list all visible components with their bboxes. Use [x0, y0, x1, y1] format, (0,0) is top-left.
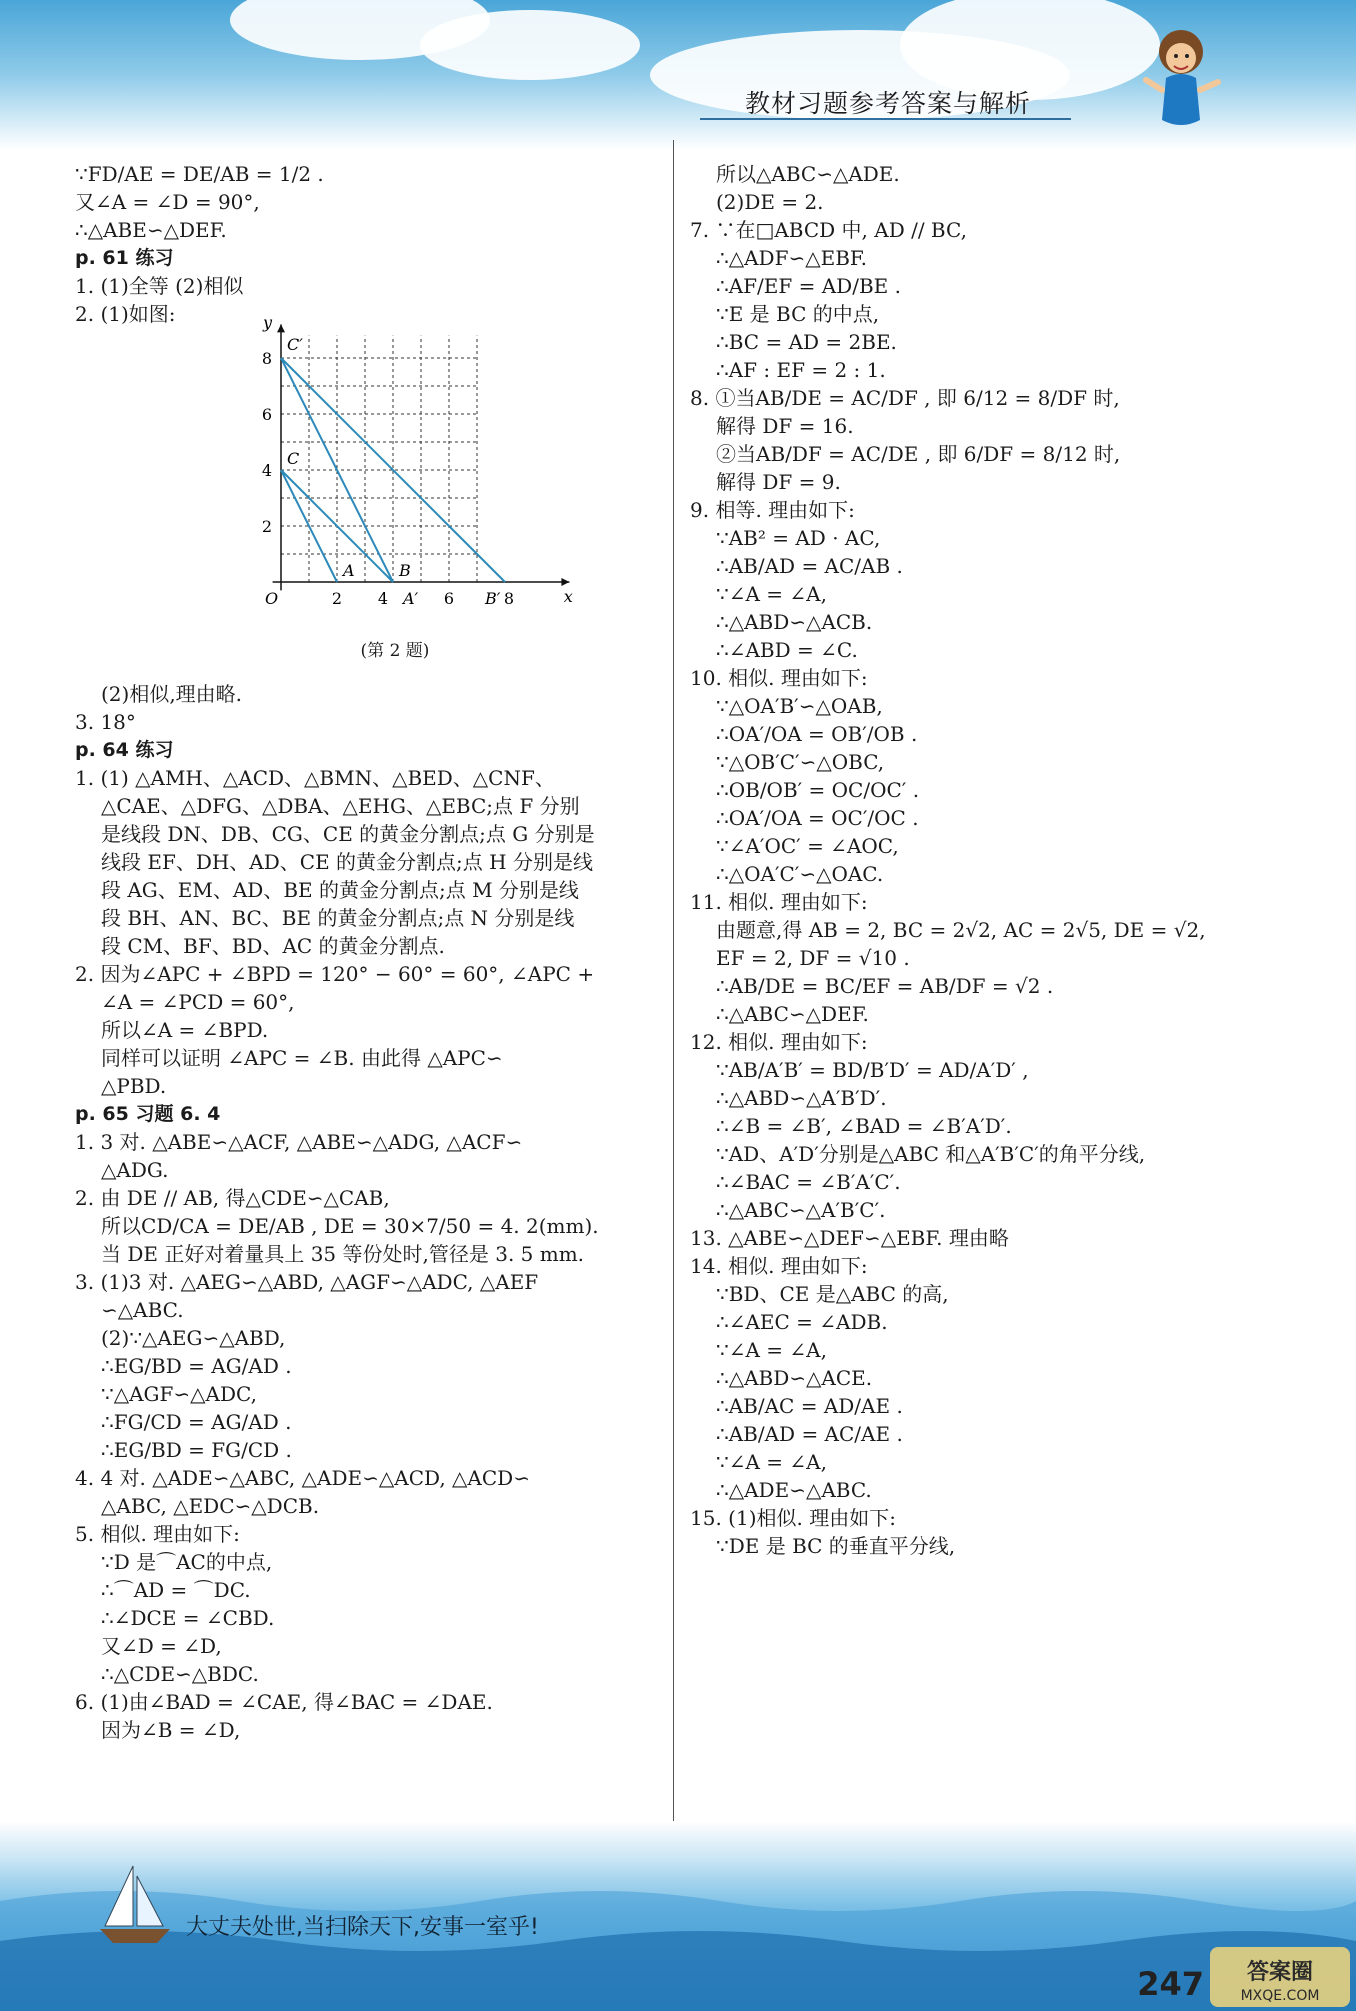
y-tick-label: 4	[261, 461, 273, 480]
header-rule	[700, 118, 1071, 120]
answer-line: ∵FD/AE = DE/AB = 1/2 .	[75, 162, 324, 186]
answer-line: ∵BD、CE 是△ABC 的高,	[716, 1282, 949, 1306]
answer-line: ∵AD、A′D′分别是△ABC 和△A′B′C′的角平分线,	[716, 1142, 1146, 1166]
answer-line: 当 DE 正好对着量具上 35 等份处时,管径是 3. 5 mm.	[101, 1242, 585, 1266]
page-number: 247	[1137, 1965, 1204, 2003]
answer-line: 所以△ABC∽△ADE.	[716, 162, 900, 186]
point-label: A′	[403, 589, 419, 608]
answer-line: 6. (1)由∠BAD = ∠CAE, 得∠BAC = ∠DAE.	[75, 1690, 493, 1714]
answer-line: ∴∠BAC = ∠B′A′C′.	[716, 1170, 901, 1194]
answer-line: ∴EG/BD = FG/CD .	[101, 1438, 292, 1462]
answer-line: (2)DE = 2.	[716, 190, 824, 214]
answer-line: ∴⌒AD = ⌒DC.	[101, 1578, 251, 1602]
answer-line: ∴△ADF∽△EBF.	[716, 246, 868, 270]
answer-line: ∴△ABD∽△ACE.	[716, 1366, 873, 1390]
y-axis-label: y	[263, 313, 273, 332]
answer-line: ∵∠A = ∠A,	[716, 1338, 827, 1362]
answer-line: ∵∠A = ∠A,	[716, 1450, 827, 1474]
answer-line: 14. 相似. 理由如下:	[690, 1254, 868, 1278]
svg-text:答案圈: 答案圈	[1246, 1960, 1314, 1985]
answer-line: 段 CM、BF、BD、AC 的黄金分割点.	[101, 934, 445, 958]
answer-line: 3. 18°	[75, 710, 136, 734]
point-label: A	[343, 561, 355, 580]
page-footer	[0, 1821, 1356, 2011]
x-tick-label: 2	[331, 589, 343, 608]
x-axis-arrow	[561, 578, 569, 586]
answer-line: 7. ∵在□ABCD 中, AD // BC,	[690, 218, 967, 242]
page-header	[0, 0, 1356, 150]
answer-line: ∴△ABD∽△ACB.	[716, 610, 873, 634]
answer-line: ∵AB² = AD · AC,	[716, 526, 881, 550]
point-label: B′	[485, 589, 501, 608]
sailboat-icon	[95, 1861, 175, 1951]
answer-line: ∵△OA′B′∽△OAB,	[716, 694, 883, 718]
answer-line: ∴EG/BD = AG/AD .	[101, 1354, 292, 1378]
answer-line: △ADG.	[101, 1158, 169, 1182]
triangle-side	[281, 470, 393, 582]
answer-line: 2. 由 DE // AB, 得△CDE∽△CAB,	[75, 1186, 390, 1210]
answer-line: 所以∠A = ∠BPD.	[101, 1018, 269, 1042]
answer-line: ∴AB/DE = BC/EF = AB/DF = √2 .	[716, 974, 1054, 998]
answer-line: ∴△ABE∽△DEF.	[75, 218, 227, 242]
answer-line: 2. 因为∠APC + ∠BPD = 120° − 60° = 60°, ∠APC +	[75, 962, 595, 986]
answer-line: 1. (1) △AMH、△ACD、△BMN、△BED、△CNF、	[75, 766, 555, 790]
answer-line: 13. △ABE∽△DEF∽△EBF. 理由略	[690, 1226, 1009, 1250]
answer-line: ∴∠DCE = ∠CBD.	[101, 1606, 275, 1630]
answer-line: 又∠D = ∠D,	[101, 1634, 222, 1658]
header-title: 教材习题参考答案与解析	[744, 89, 1031, 118]
answer-line: ∴AF/EF = AD/BE .	[716, 274, 901, 298]
footer-motto: 大丈夫处世,当扫除天下,安事一室乎!	[186, 1915, 539, 1940]
answer-line: ∵E 是 BC 的中点,	[716, 302, 880, 326]
answer-line: △ABC, △EDC∽△DCB.	[101, 1494, 320, 1518]
triangle-side	[281, 358, 505, 582]
x-tick-label: 4	[377, 589, 389, 608]
answer-line: 10. 相似. 理由如下:	[690, 666, 868, 690]
triangle-side	[281, 358, 393, 582]
answer-line: ∴AB/AD = AC/AE .	[716, 1422, 903, 1446]
answer-line: 12. 相似. 理由如下:	[690, 1030, 868, 1054]
x-tick-label: 8	[503, 589, 515, 608]
answer-line: 3. (1)3 对. △AEG∽△ABD, △AGF∽△ADC, △AEF	[75, 1270, 539, 1294]
right-column	[690, 160, 1290, 1560]
answer-line: 因为∠B = ∠D,	[101, 1718, 241, 1742]
answer-line: ∵AB/A′B′ = BD/B′D′ = AD/A′D′ ,	[716, 1058, 1029, 1082]
answer-line: ∴∠B = ∠B′, ∠BAD = ∠B′A′D′.	[716, 1114, 1012, 1138]
answer-line: (2)相似,理由略.	[101, 682, 243, 706]
answer-line: 是线段 DN、DB、CG、CE 的黄金分割点;点 G 分别是	[101, 822, 595, 846]
watermark-logo	[1210, 1947, 1350, 2007]
answer-line: ∵∠A = ∠A,	[716, 582, 827, 606]
answer-line: ∴AB/AD = AC/AB .	[716, 554, 903, 578]
answer-line: ∴AB/AC = AD/AE .	[716, 1394, 903, 1418]
answer-line: 所以CD/CA = DE/AB , DE = 30×7/50 = 4. 2(mm).	[101, 1214, 599, 1238]
answer-line: 2. (1)如图:	[75, 302, 176, 326]
answer-line: ∽△ABC.	[101, 1298, 184, 1322]
answer-line: 4. 4 对. △ADE∽△ABC, △ADE∽△ACD, △ACD∽	[75, 1466, 530, 1490]
section-heading: p. 65 习题 6. 4	[75, 1103, 221, 1125]
cloud-shape	[420, 10, 640, 80]
answer-line: 1. (1)全等 (2)相似	[75, 274, 244, 298]
answer-line: ∴OA′/OA = OC′/OC .	[716, 806, 919, 830]
answer-line: 同样可以证明 ∠APC = ∠B. 由此得 △APC∽	[101, 1046, 503, 1070]
answer-line: △CAE、△DFG、△DBA、△EHG、△EBC;点 F 分别	[101, 794, 580, 818]
answer-line: ∴OB/OB′ = OC/OC′ .	[716, 778, 920, 802]
left-column	[75, 160, 675, 1744]
answer-line: ∵D 是⌒AC的中点,	[101, 1550, 273, 1574]
answer-line: (2)∵△AEG∽△ABD,	[101, 1326, 286, 1350]
answer-line: 15. (1)相似. 理由如下:	[690, 1506, 896, 1530]
answer-line: ∴△ABC∽△A′B′C′.	[716, 1198, 886, 1222]
section-heading: p. 64 练习	[75, 739, 174, 761]
answer-line: 又∠A = ∠D = 90°,	[75, 190, 260, 214]
answer-line: 解得 DF = 16.	[716, 414, 854, 438]
answer-line: ∴△CDE∽△BDC.	[101, 1662, 259, 1686]
y-tick-label: 8	[261, 349, 273, 368]
answer-line: ∵△AGF∽△ADC,	[101, 1382, 257, 1406]
answer-line: △PBD.	[101, 1074, 167, 1098]
answer-line: ∠A = ∠PCD = 60°,	[101, 990, 295, 1014]
answer-line: 8. ①当AB/DE = AC/DF , 即 6/12 = 8/DF 时,	[690, 386, 1120, 410]
coordinate-figure	[225, 313, 573, 622]
y-tick-label: 2	[261, 517, 273, 536]
x-tick-label: 6	[443, 589, 455, 608]
answer-line: 由题意,得 AB = 2, BC = 2√2, AC = 2√5, DE = √2,	[716, 918, 1206, 942]
answer-line: ∴OA′/OA = OB′/OB .	[716, 722, 918, 746]
cartoon-girl-icon	[1136, 20, 1226, 140]
answer-line: ∴BC = AD = 2BE.	[716, 330, 897, 354]
point-label: B	[399, 561, 411, 580]
section-heading: p. 61 练习	[75, 247, 174, 269]
point-label: C	[287, 449, 300, 468]
answer-line: 9. 相等. 理由如下:	[690, 498, 855, 522]
point-label: C′	[287, 335, 303, 354]
answer-line: ∵∠A′OC′ = ∠AOC,	[716, 834, 899, 858]
answer-line: 5. 相似. 理由如下:	[75, 1522, 240, 1546]
y-tick-label: 6	[261, 405, 273, 424]
answer-line: ∴AF : EF = 2 : 1.	[716, 358, 886, 382]
answer-line: ②当AB/DF = AC/DE , 即 6/DF = 8/12 时,	[716, 442, 1121, 466]
answer-line: 解得 DF = 9.	[716, 470, 841, 494]
answer-line: ∵△OB′C′∽△OBC,	[716, 750, 885, 774]
answer-line: ∴∠ABD = ∠C.	[716, 638, 858, 662]
svg-text:MXQE.COM: MXQE.COM	[1240, 1988, 1320, 2004]
answer-line: EF = 2, DF = √10 .	[716, 946, 910, 970]
answer-line: ∴∠AEC = ∠ADB.	[716, 1310, 888, 1334]
answer-line: ∴△ABD∽△A′B′D′.	[716, 1086, 887, 1110]
answer-line: 11. 相似. 理由如下:	[690, 890, 868, 914]
figure-caption: (第 2 题)	[360, 641, 430, 661]
answer-line: 段 BH、AN、BC、BE 的黄金分割点;点 N 分别是线	[101, 906, 575, 930]
answer-line: ∴△ADE∽△ABC.	[716, 1478, 872, 1502]
answer-line: ∴FG/CD = AG/AD .	[101, 1410, 292, 1434]
answer-line: ∴△OA′C′∽△OAC.	[716, 862, 884, 886]
origin-label: O	[265, 589, 279, 608]
answer-line: 线段 EF、DH、AD、CE 的黄金分割点;点 H 分别是线	[101, 850, 593, 874]
answer-line: ∵DE 是 BC 的垂直平分线,	[716, 1534, 956, 1558]
answer-line: 段 AG、EM、AD、BE 的黄金分割点;点 M 分别是线	[101, 878, 579, 902]
answer-line: ∴△ABC∽△DEF.	[716, 1002, 869, 1026]
answer-line: 1. 3 对. △ABE∽△ACF, △ABE∽△ADG, △ACF∽	[75, 1130, 523, 1154]
x-axis-label: x	[563, 587, 573, 606]
